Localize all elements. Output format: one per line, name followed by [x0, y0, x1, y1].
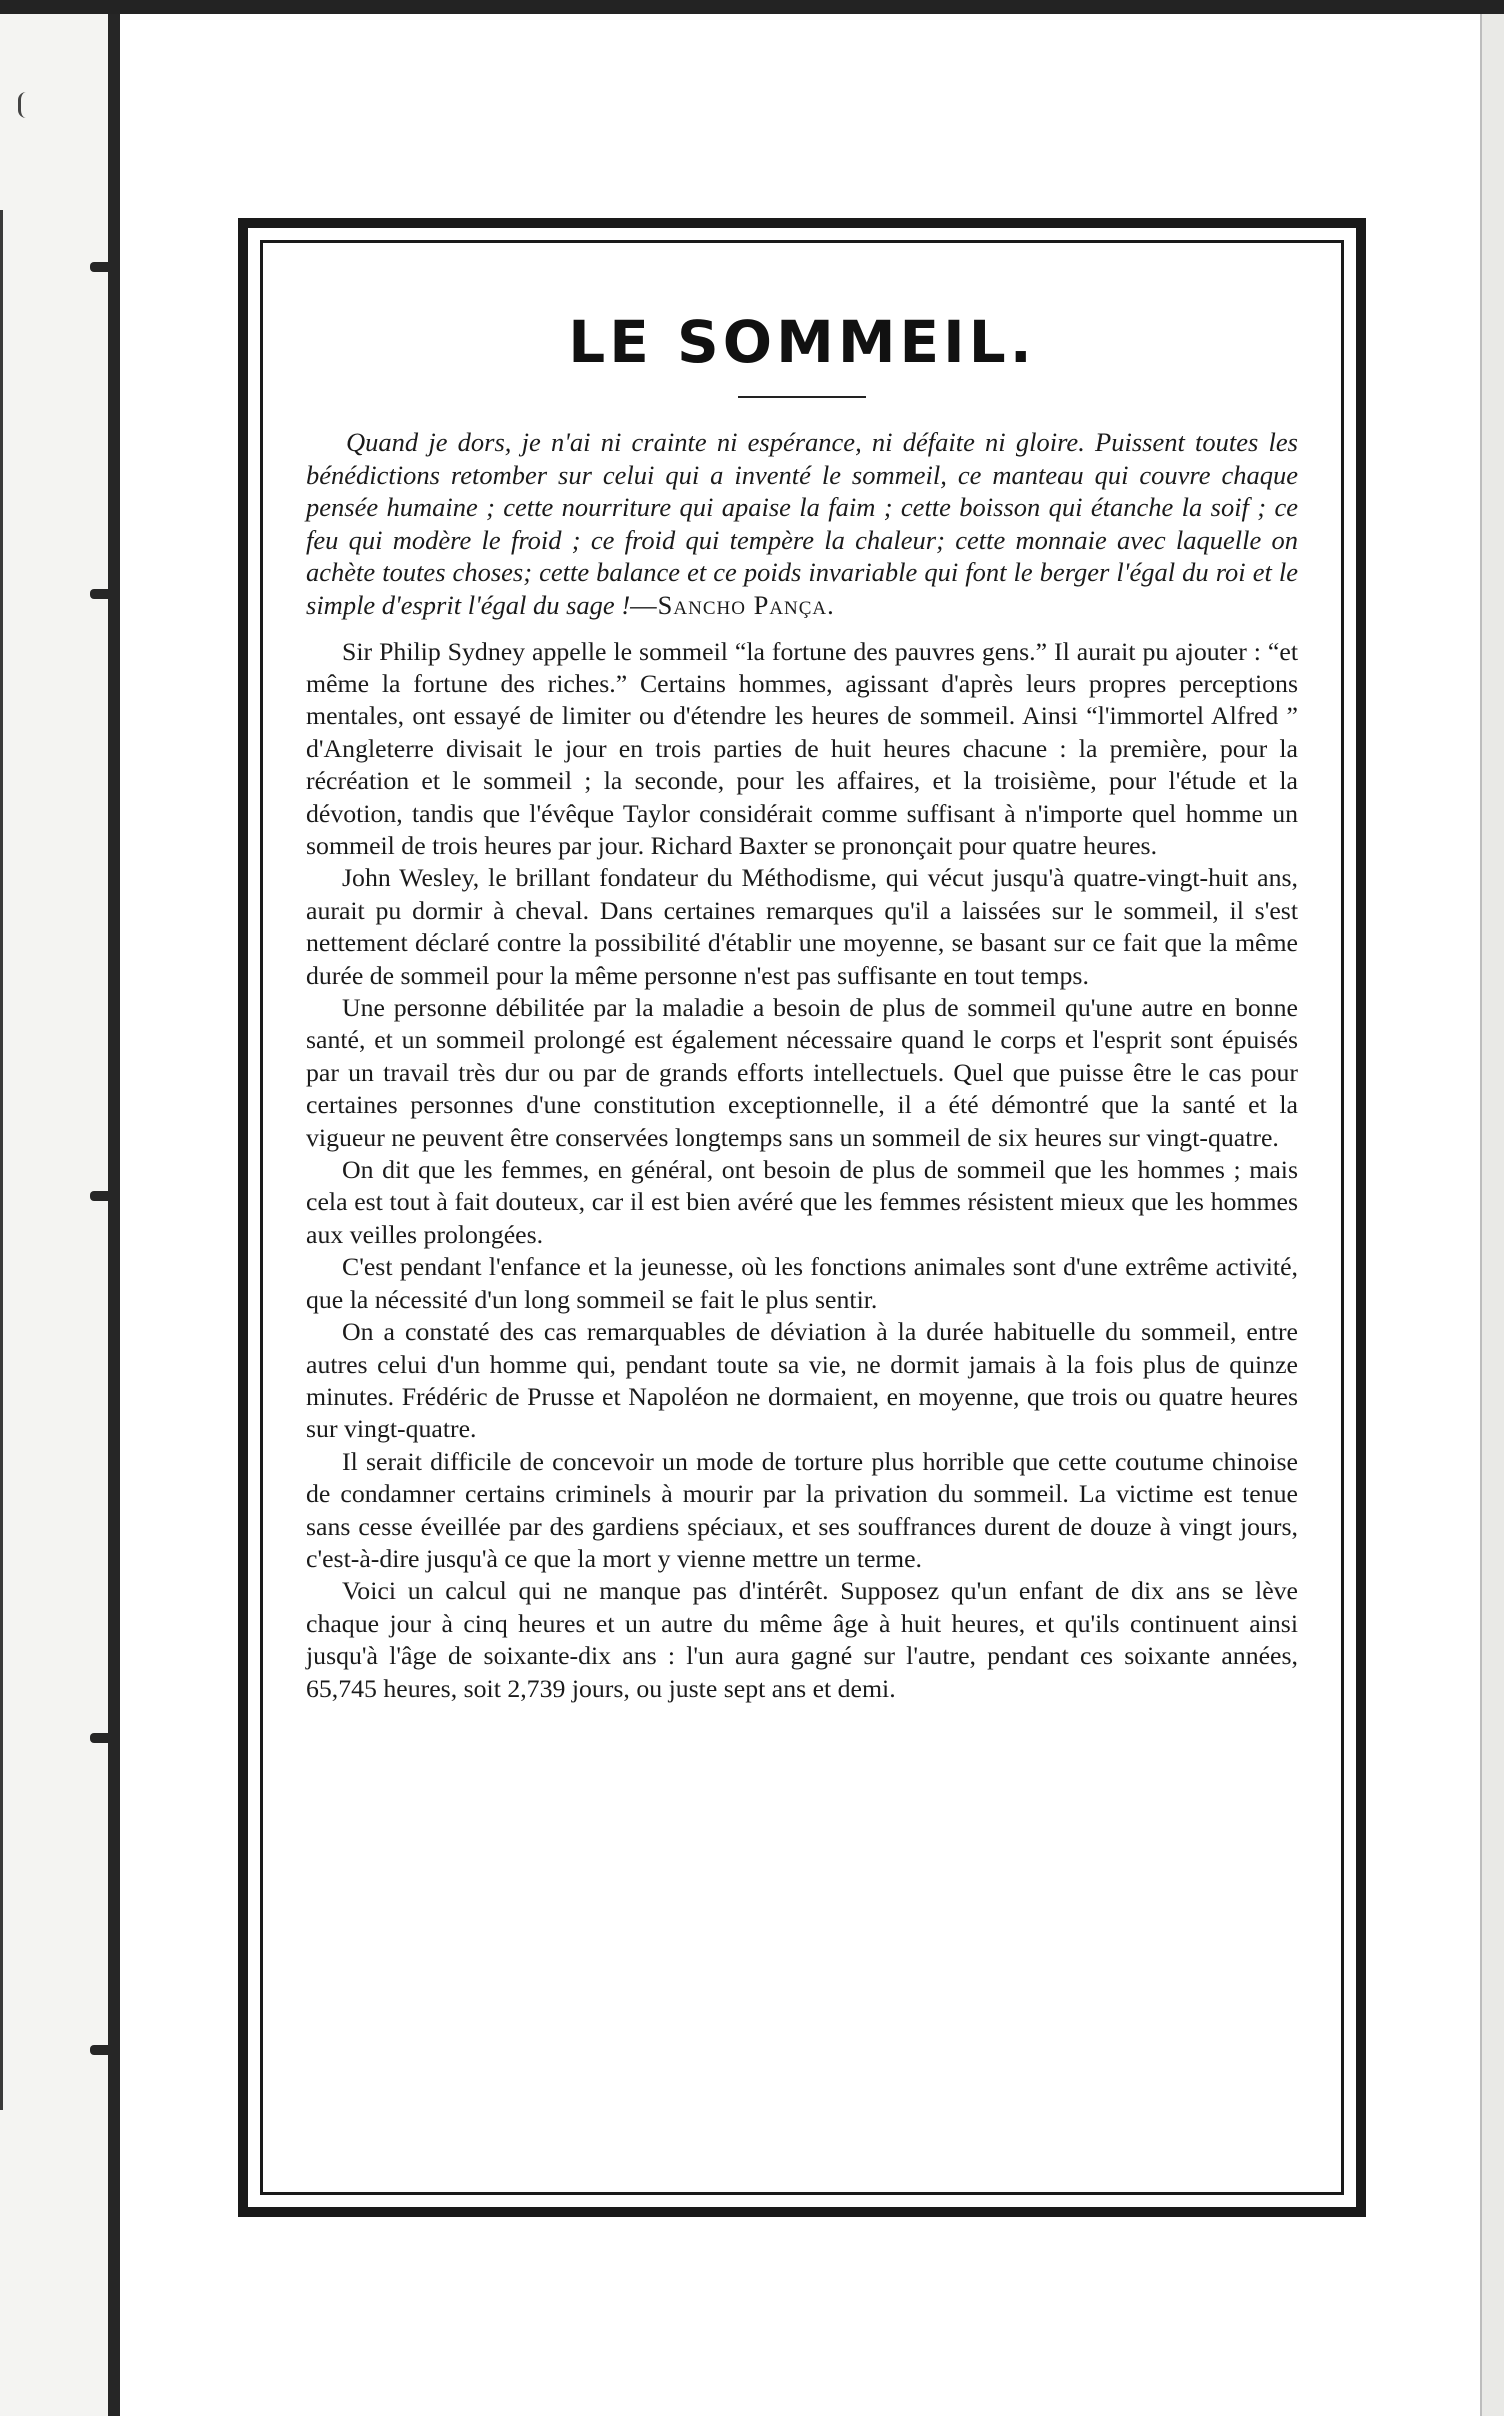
paragraph: John Wesley, le brillant fondateur du Méthodisme, qui vécut jusqu'à quatre-vingt-huit ans, aurait pu dormir à cheval. Dans certaines remarques qu'il a laissées sur le sommeil, il s'est nettement déclaré contre la possibilité d'établir une moyenne, se basant sur ce fait que la même durée de sommeil pour la même personne n'est pas suffisante en tout temps.	[306, 863, 1298, 990]
epigraph-attribution: —Sancho Pança.	[630, 589, 835, 620]
paragraph: On a constaté des cas remarquables de déviation à la durée habituelle du sommeil, entre autres celui d'un homme qui, pendant toute sa vie, ne dormit jamais à la fois plus de quinze minutes. Frédéric de Prusse et Napoléon ne dormaient, en moyenne, que trois ou quatre heures sur vingt-quatre.	[306, 1317, 1298, 1444]
paragraph: C'est pendant l'enfance et la jeunesse, où les fonctions animales sont d'une extrême activité, que la nécessité d'un long sommeil se fait le plus sentir.	[306, 1252, 1298, 1314]
facing-page-edge	[0, 14, 116, 2416]
paragraph: Voici un calcul qui ne manque pas d'intérêt. Supposez qu'un enfant de dix ans se lève chaque jour à cinq heures et un autre du même âge à huit heures, et qu'ils continuent ainsi jusqu'à l'âge de soixante-dix ans : l'un aura gagné sur l'autre, pendant ces soixante années, 65,745 heures, soit 2,739 jours, ou juste sept ans et demi.	[306, 1576, 1298, 1703]
paragraph: Sir Philip Sydney appelle le sommeil “la fortune des pauvres gens.” Il aurait pu ajouter : “et même la fortune des riches.” Certains hommes, agissant d'après leurs propres perceptions mentales, ont essayé de limiter ou d'étendre les heures de sommeil. Ainsi “l'immortel Alfred ” d'Angleterre divisait le jour en trois parties de huit heures chacune : la première, pour la récréation et le sommeil ; la seconde, pour les affaires, et la troisième, pour l'étude et la dévotion, tandis que l'évêque Taylor considérait comme suffisant à n'importe quel homme un sommeil de trois heures par jour. Richard Baxter se prononçait pour quatre heures.	[306, 636, 1298, 860]
paragraph: Il serait difficile de concevoir un mode de torture plus horrible que cette coutume chinoise de condamner certains criminels à mourir par la privation du sommeil. La victime est tenue sans cesse éveillée par des gardiens spéciaux, et ses souffrances durent de douze à vingt jours, c'est-à-dire jusqu'à ce que la mort y vienne mettre un terme.	[306, 1446, 1298, 1573]
paragraph: On dit que les femmes, en général, ont besoin de plus de sommeil que les hommes ; mais cela est tout à fait douteux, car il est bien avéré que les femmes résistent mieux que les hommes aux veilles prolongées.	[306, 1155, 1298, 1249]
epigraph	[306, 426, 1298, 622]
title-underline	[738, 396, 866, 398]
scan-top-edge	[0, 0, 1504, 14]
epigraph-text: Quand je dors, je n'ai ni crainte ni espérance, ni défaite ni gloire. Puissent toutes les bénédictions retomber sur celui qui a inventé le sommeil, ce manteau qui couvre chaque pensée humaine ; cette nourriture qui apaise la faim ; cette boisson qui étanche la soif ; ce feu qui modère le froid ; ce froid qui tempère la chaleur; cette monnaie avec laquelle on achète toutes choses; cette balance et ce poids invariable qui font le berger l'égal du roi et le simple d'esprit l'égal du sage !	[306, 427, 1298, 620]
paragraph: Une personne débilitée par la maladie a besoin de plus de sommeil qu'une autre en bonne santé, et un sommeil prolongé est également nécessaire quand le corps et l'esprit sont épuisés par un travail très dur ou par de grands efforts intellectuels. Quel que puisse être le cas pour certaines personnes d'une constitution exceptionnelle, il a été démontré que la santé et la vigueur ne peuvent être conservées longtemps sans un sommeil de six heures sur vingt-quatre.	[306, 993, 1298, 1152]
book-spine	[108, 14, 120, 2416]
facing-page-border	[0, 210, 3, 2110]
article	[306, 292, 1298, 2132]
page-right-edge	[1480, 14, 1504, 2416]
article-title: LE SOMMEIL.	[568, 308, 1036, 376]
stray-ink-mark	[18, 92, 35, 118]
